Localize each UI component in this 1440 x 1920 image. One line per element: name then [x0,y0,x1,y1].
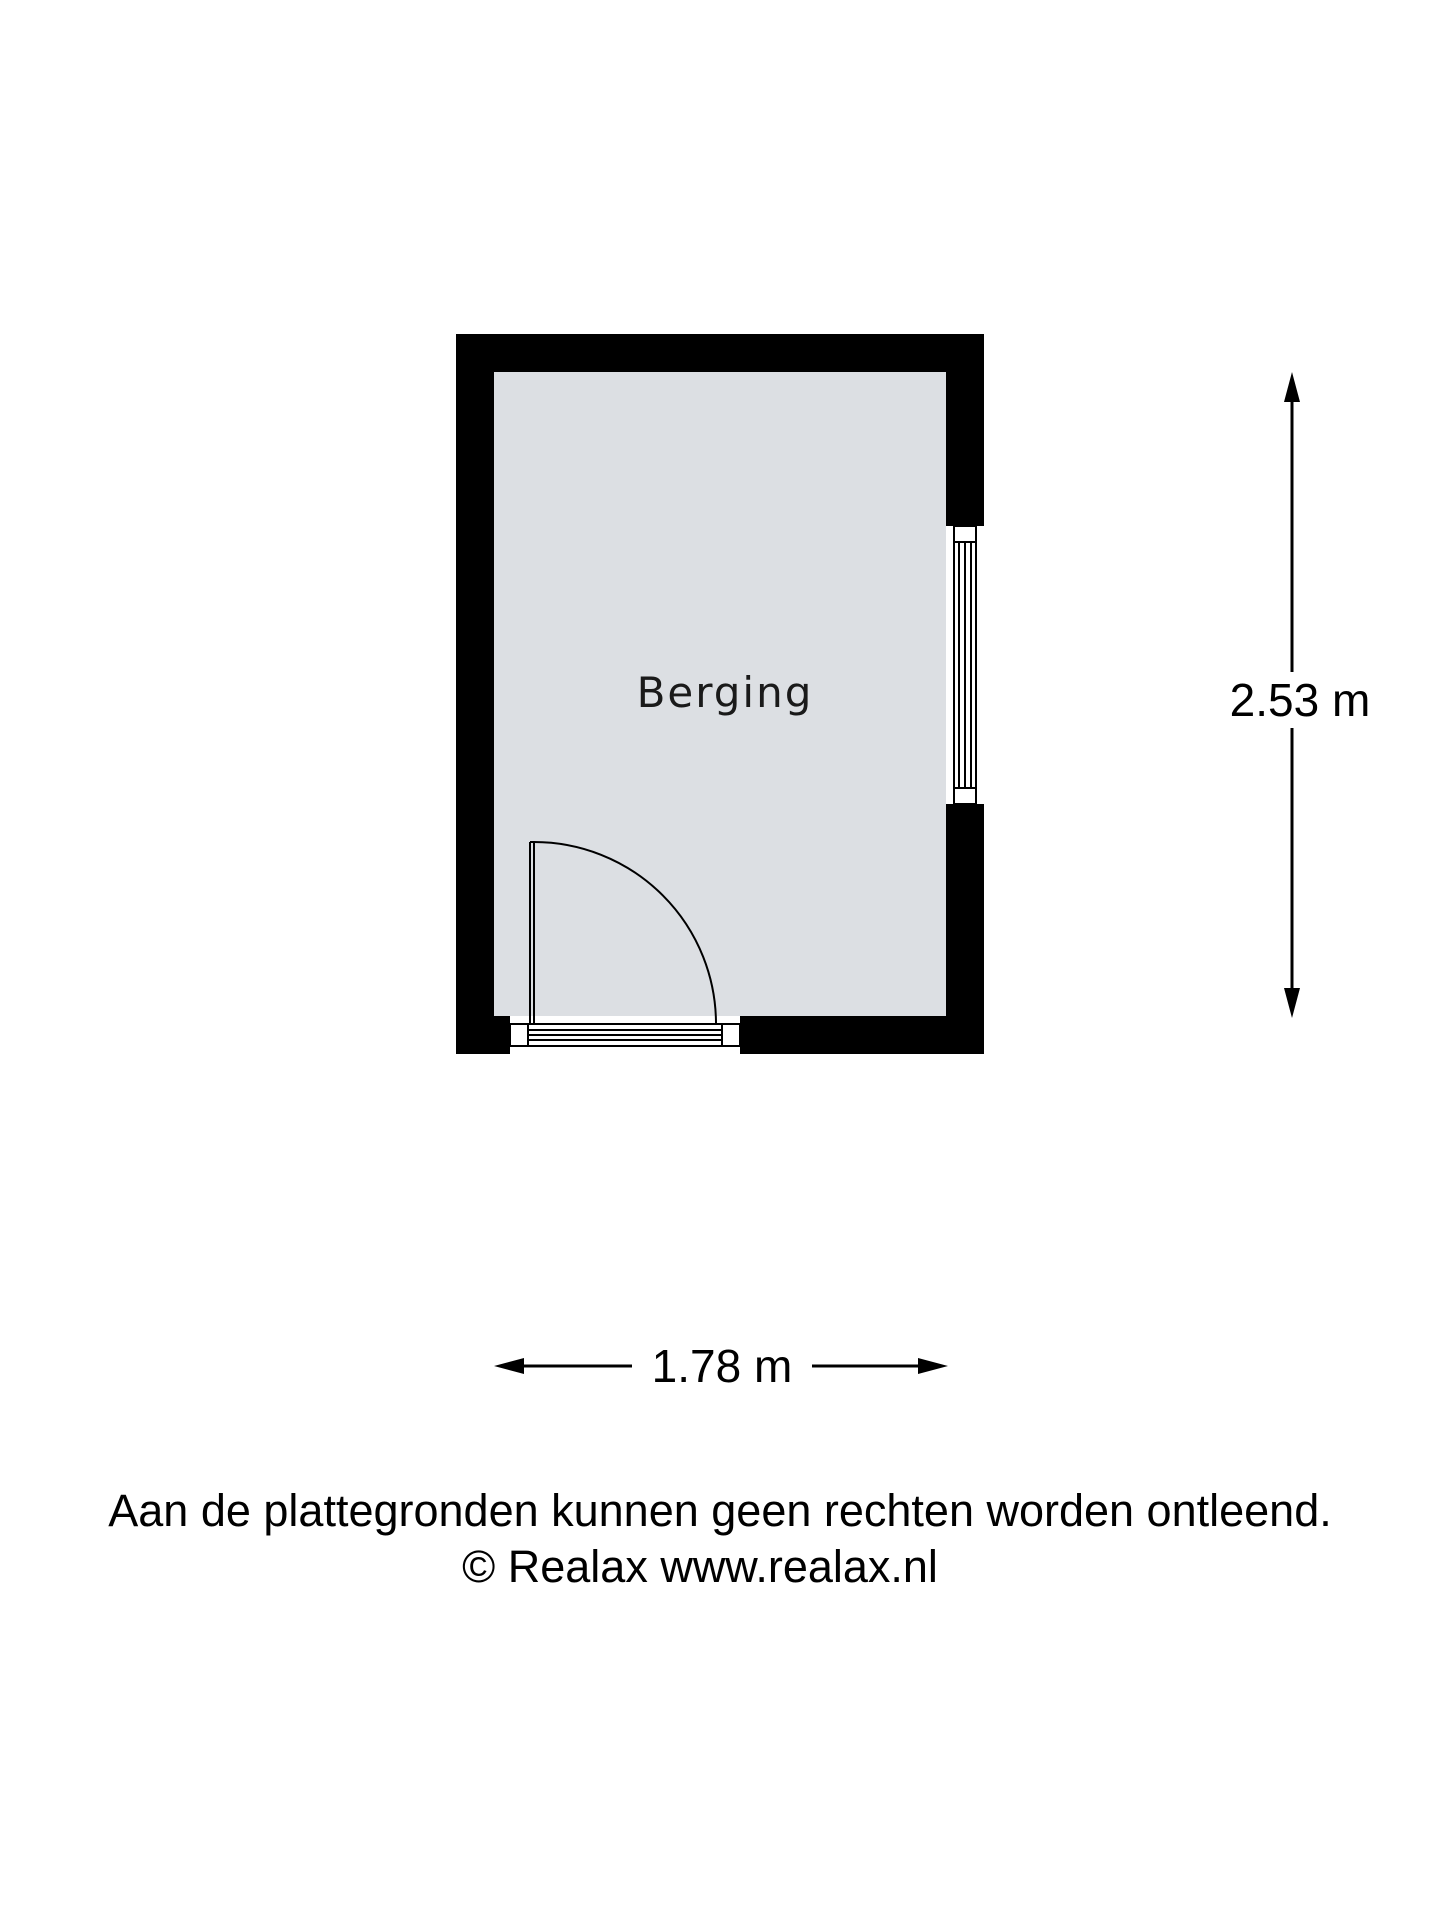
room-label: Berging [636,668,814,717]
width-dimension-label: 1.78 m [632,1336,812,1396]
wall-bottom-left [456,1016,510,1054]
window [954,526,976,804]
copyright-text: © Realax www.realax.nl [462,1541,938,1592]
wall-left [456,334,494,1054]
door-threshold [510,1024,740,1046]
height-dimension-label: 2.53 m [1200,672,1400,728]
disclaimer-text: Aan de plattegronden kunnen geen rechten worden ontleend. [108,1485,1332,1536]
wall-bottom-right [740,1016,984,1054]
wall-top [456,334,984,372]
wall-right-upper [946,334,984,526]
